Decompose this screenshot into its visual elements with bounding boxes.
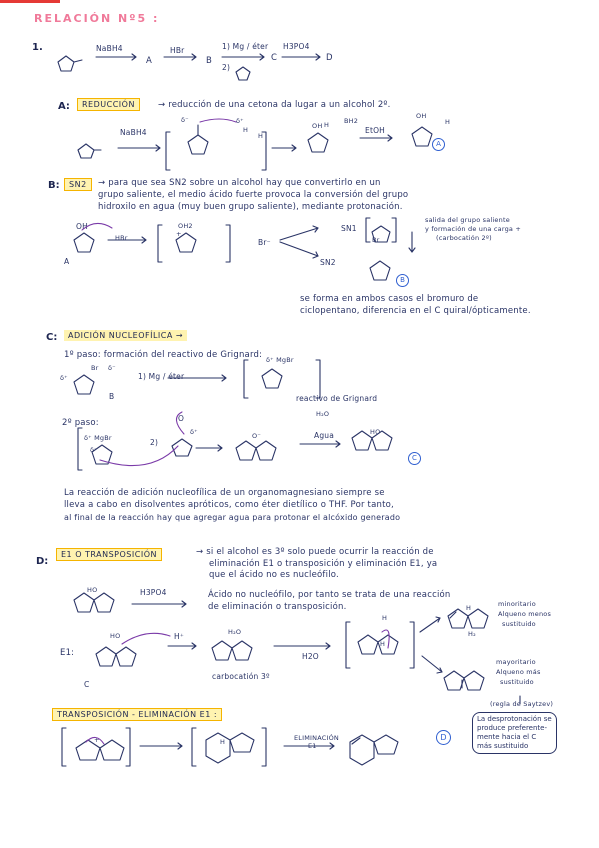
sc-step1-reagent: 1) Mg / éter — [138, 372, 185, 381]
sd-zaitsev: (regla de Saytzev) — [490, 700, 554, 708]
se-l0: H — [220, 738, 226, 746]
sc-water: Agua — [314, 431, 335, 440]
sc-product-label: C — [408, 452, 421, 465]
section-a-heading: REDUCCIÓN — [77, 98, 140, 111]
section-b-heading: SN2 — [64, 178, 92, 191]
top-accent-bar — [0, 0, 599, 3]
sd-l7: C — [84, 680, 90, 689]
sd-text-2: que el ácido no es nucleófilo. — [209, 570, 339, 580]
section-a-text: → reducción de una cetona da lugar a un alcohol 2º. — [158, 100, 391, 110]
scheme-letter-b: B — [206, 56, 213, 66]
sa-l4: BH2 — [344, 117, 359, 125]
sc-l1: Br — [91, 364, 99, 372]
sb-l5: SN1 — [341, 224, 357, 233]
sd-text-1: eliminación E1 o transposición y eliminación E1, ya — [209, 559, 438, 569]
sb-note-1: y formación de una carga + — [425, 225, 522, 233]
section-a-product-label: A — [432, 138, 445, 151]
sd-minor-2: sustituido — [502, 620, 536, 628]
sd-note-1: de eliminación o transposición. — [208, 602, 347, 612]
sd-note-0: Ácido no nucleófilo, por tanto se trata de una reacción — [208, 590, 451, 600]
sc-para-1: lleva a cabo en disolventes apróticos, como éter dietílico o THF. Por tanto, — [64, 500, 394, 510]
scheme-letter-a: A — [146, 56, 153, 66]
sb-text-0: → para que sea SN2 sobre un alcohol hay que convertirlo en un — [98, 178, 381, 188]
sd-major-1: Alqueno más — [496, 668, 541, 676]
sb-l1: HBr — [115, 234, 128, 242]
section-d-letter: D: — [36, 556, 49, 567]
se-product-label: D — [436, 730, 451, 745]
sc-grig-mgbr: δ⁺ MgBr — [266, 356, 294, 364]
sb-l0: OH — [76, 222, 88, 231]
sb-l7: Br — [372, 236, 380, 244]
sd-e1-label: E1: — [60, 648, 75, 658]
sb-l4: Br⁻ — [258, 238, 271, 247]
sc-l2: δ⁻ — [108, 364, 116, 372]
exercise-number: 1. — [32, 42, 43, 53]
se-l1: + — [94, 736, 100, 744]
scheme-reagent-2: HBr — [170, 46, 185, 55]
sa-l7: H — [445, 118, 451, 126]
scheme-letter-c: C — [271, 53, 278, 63]
scheme-reagent-4: H3PO4 — [283, 42, 310, 51]
sd-hplus: H⁺ — [174, 632, 184, 641]
sc-para-2: al final de la reacción hay que agregar agua para protonar el alcóxido generado — [64, 513, 401, 522]
sc-step2-reagent: 2) — [150, 438, 159, 447]
sc-l0: δ⁺ — [60, 374, 68, 382]
sd-water-out: H2O — [302, 652, 319, 661]
sb-l3: + — [176, 230, 182, 238]
sd-reagent: H3PO4 — [140, 588, 167, 597]
section-e-heading: TRANSPOSICIÓN - ELIMINACIÓN E1 : — [52, 708, 222, 721]
sb-note-0: salida del grupo saliente — [425, 216, 510, 224]
sd-major-2: sustituido — [500, 678, 534, 686]
sc-grignard-note: reactivo de Grignard — [296, 394, 378, 403]
se-note-0: La desprotonación se — [477, 715, 552, 723]
sa-l6: OH — [312, 122, 323, 130]
sd-major-0: mayoritario — [496, 658, 536, 666]
sd-minor-1: Alqueno menos — [498, 610, 552, 618]
sd-l0: HO — [87, 586, 98, 594]
se-note — [472, 712, 557, 754]
sc-l8: O⁻ — [252, 432, 261, 440]
sd-l3: H — [382, 614, 388, 622]
section-c-letter: C: — [46, 332, 58, 343]
sa-l8: OH — [416, 112, 427, 120]
sc-step2-mgbr: δ⁺ MgBr — [84, 434, 112, 442]
sb-l6: SN2 — [320, 258, 336, 267]
sb-l8: A — [64, 257, 70, 266]
section-a-letter: A: — [58, 101, 70, 112]
section-a-solvent: EtOH — [365, 126, 386, 135]
sd-l2: H₂O — [228, 628, 242, 636]
sc-step2: 2º paso: — [62, 418, 99, 428]
page-title: RELACIÓN Nº5 : — [34, 12, 160, 25]
sd-l5: H — [466, 604, 472, 612]
sc-l3: B — [109, 392, 115, 401]
scheme-reagent-3b: 2) — [222, 63, 231, 72]
sb-text-2: hidroxilo en agua (muy buen grupo saliente), mediante protonación. — [98, 202, 403, 212]
sb-concl-1: ciclopentano, diferencia en el C quiral/ópticamente. — [300, 306, 531, 316]
section-d-heading: E1 O TRANSPOSICIÓN — [56, 548, 162, 561]
sd-text-0: → si el alcohol es 3º solo puede ocurrir la reacción de — [196, 547, 434, 557]
sd-l6: H₂ — [468, 630, 476, 638]
sc-step1: 1º paso: formación del reactivo de Grignard: — [64, 350, 263, 360]
sc-para-0: La reacción de adición nucleofílica de un organomagnesiano siempre se — [64, 488, 385, 498]
scheme-reagent-1: NaBH4 — [96, 44, 123, 53]
sc-l10: H₂O — [316, 410, 330, 418]
se-note-2: mente hacia el C — [477, 733, 537, 741]
section-a-reagent: NaBH4 — [120, 128, 147, 137]
se-arrow-sub: E1 — [308, 742, 317, 750]
sa-l3: H — [258, 132, 264, 140]
sc-l9: HO — [370, 428, 381, 436]
section-c-heading: ADICIÓN NUCLEOFÍLICA → — [64, 330, 187, 341]
sa-l5: H — [324, 121, 330, 129]
sb-l2: OH2 — [178, 222, 193, 230]
sd-l4: H — [380, 640, 386, 648]
sb-concl-0: se forma en ambos casos el bromuro de — [300, 294, 479, 304]
sa-l0: δ⁻ — [181, 116, 189, 124]
sd-minor-0: minoritario — [498, 600, 536, 608]
se-note-1: produce preferente- — [477, 724, 547, 732]
se-note-3: más sustituido — [477, 742, 529, 750]
scheme-letter-d: D — [326, 53, 333, 63]
se-arrow-label: ELIMINACIÓN — [294, 734, 339, 742]
sb-product-label: B — [396, 274, 409, 287]
sa-l1: δ⁺ — [236, 117, 244, 125]
sc-l5: δ⁻ — [90, 446, 98, 454]
sa-l2: H — [243, 126, 249, 134]
section-b-letter: B: — [48, 180, 60, 191]
sc-l7: δ⁺ — [190, 428, 198, 436]
sd-carbocation: carbocatión 3º — [212, 672, 270, 681]
sb-note-2: (carbocatión 2º) — [436, 234, 492, 242]
sc-l6: O — [178, 414, 185, 423]
sb-text-1: grupo saliente, el medio ácido fuerte provoca la conversión del grupo — [98, 190, 409, 200]
scheme-reagent-3a: 1) Mg / éter — [222, 42, 269, 51]
sd-l1: HO — [110, 632, 121, 640]
